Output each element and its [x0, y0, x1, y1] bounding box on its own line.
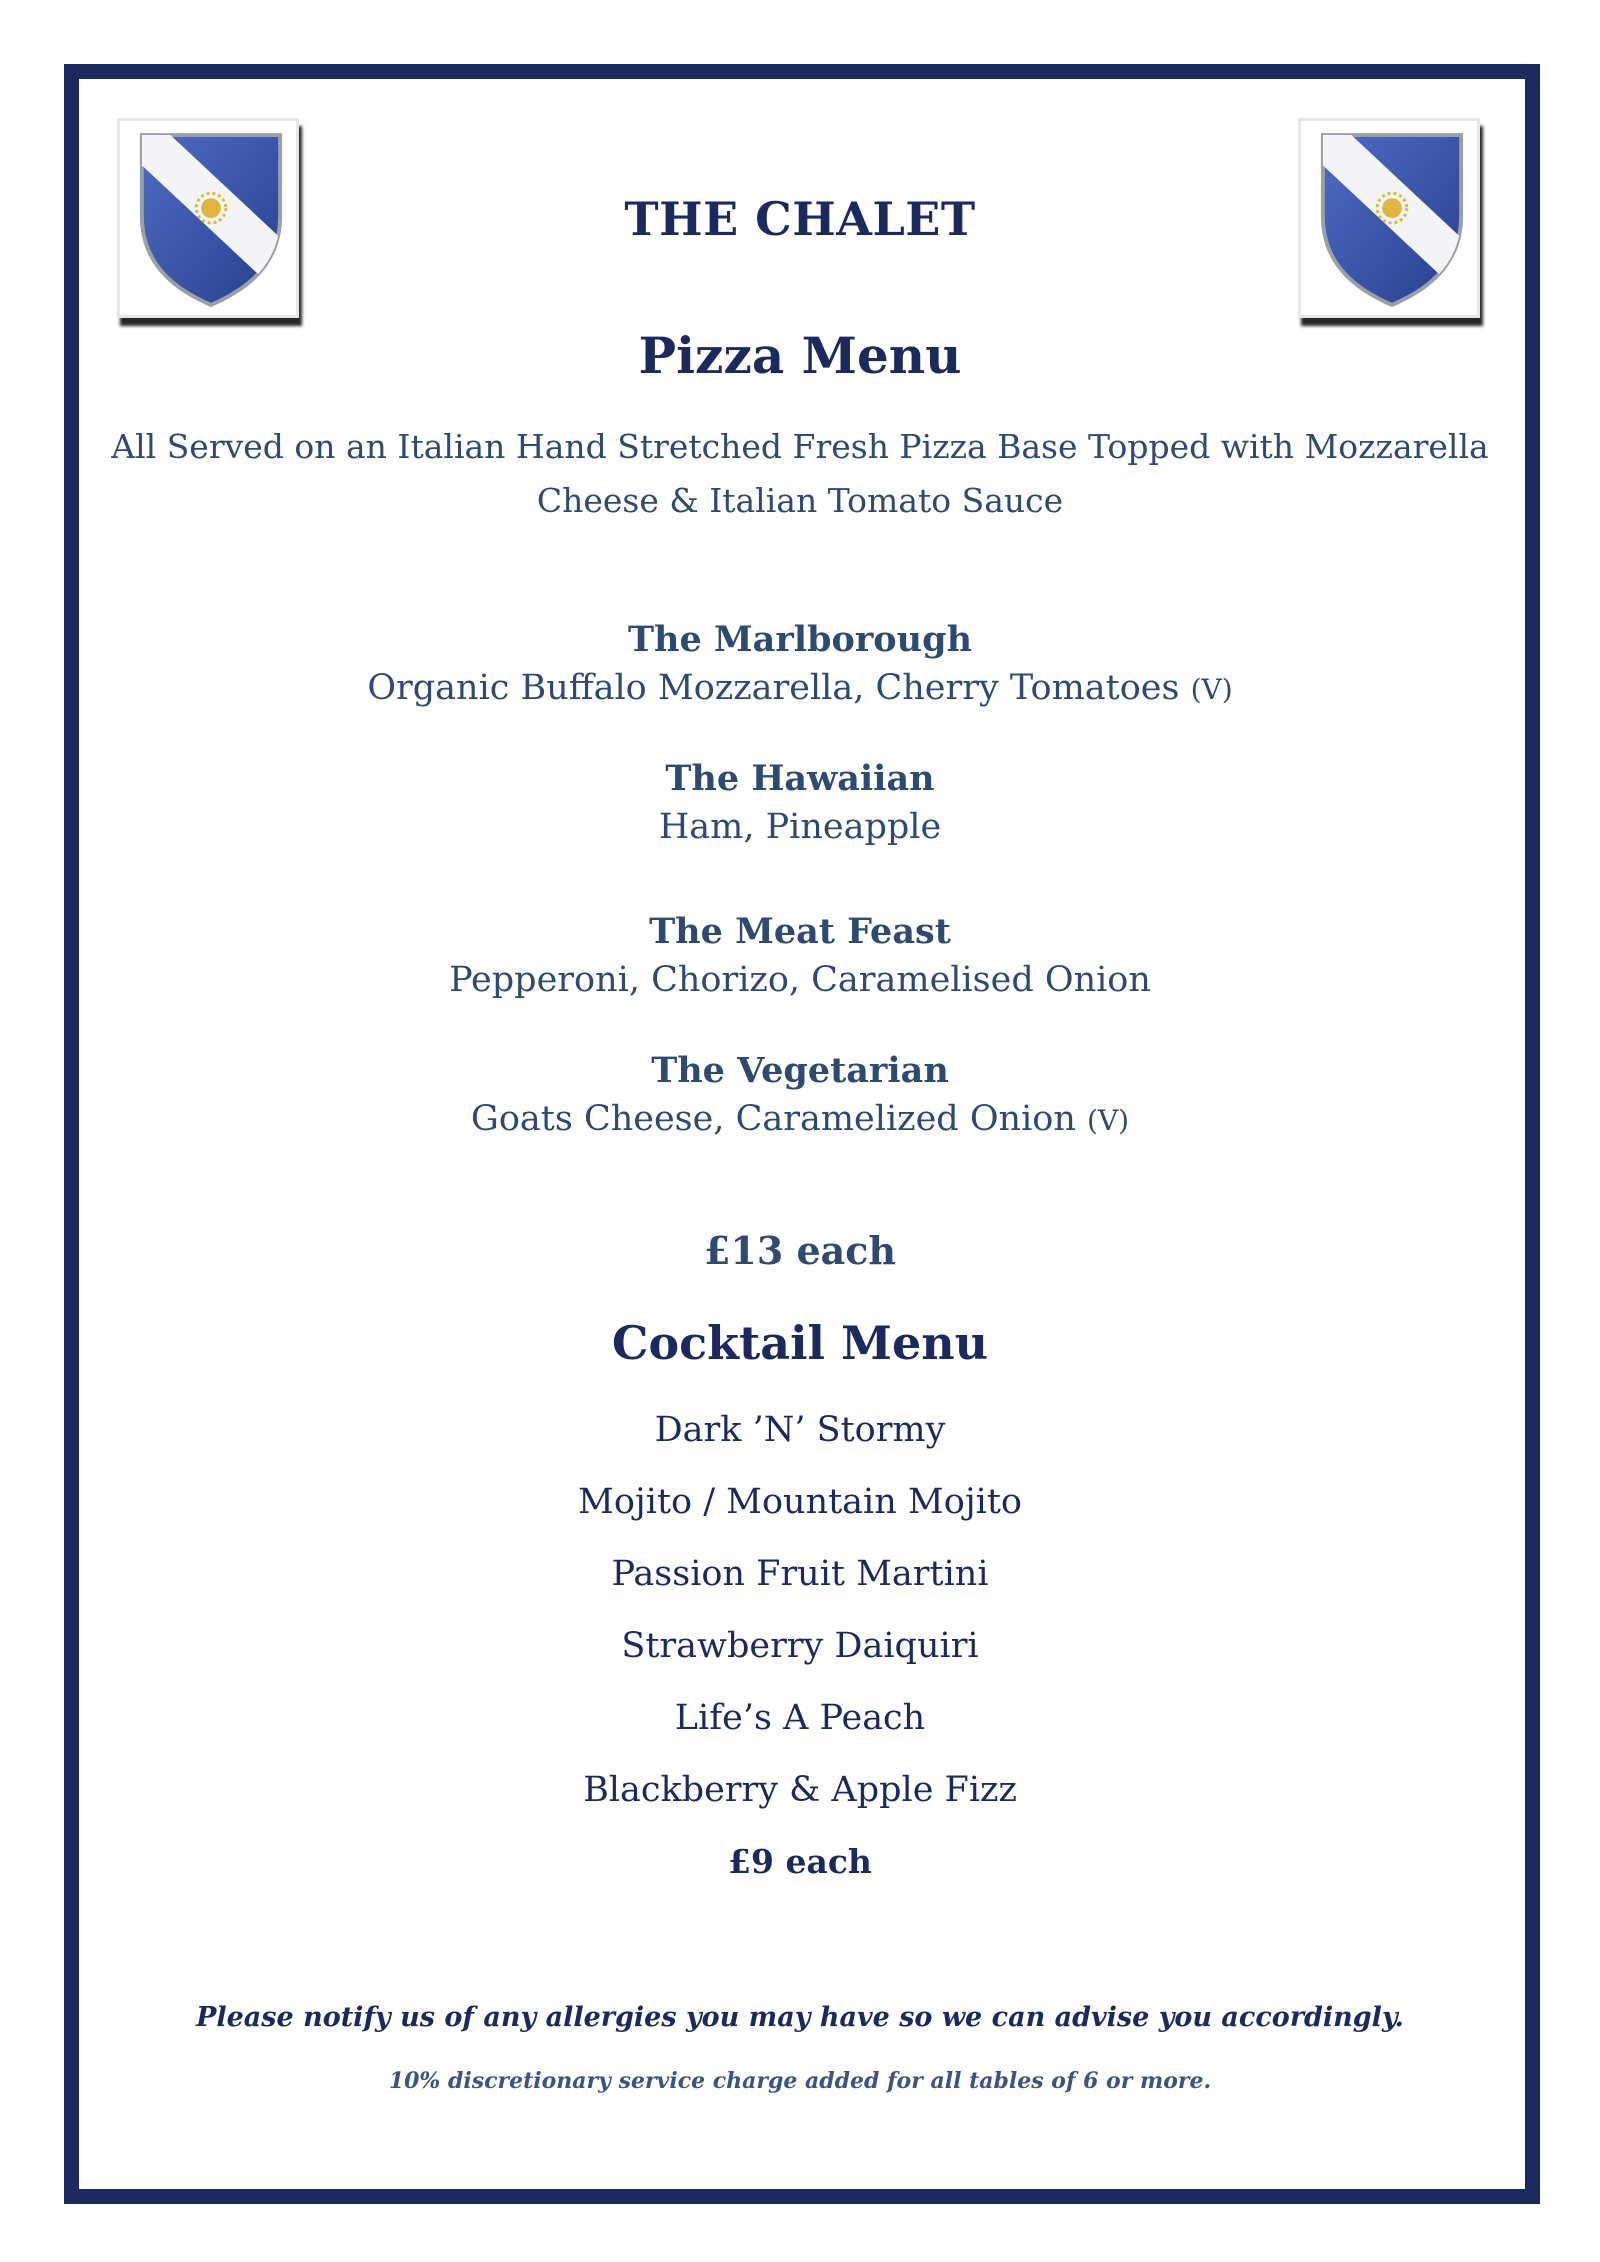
service-charge-note: 10% discretionary service charge added for all tables of 6 or more.	[388, 2068, 1212, 2094]
vegetarian-mark: (V)	[1190, 673, 1233, 706]
pizza-intro-line-2: Cheese & Italian Tomato Sauce	[536, 481, 1064, 520]
pizza-intro-line-1: All Served on an Italian Hand Stretched Fresh Pizza Base Topped with Mozzarella	[111, 427, 1489, 466]
cocktail-list	[0, 1404, 1600, 1836]
allergy-notice: Please notify us of any allergies you may have so we can advise you accordingly.	[196, 2002, 1404, 2033]
pizza-ingredients: Organic Buffalo Mozzarella, Cherry Tomatoes	[367, 668, 1180, 708]
cocktail-item: Blackberry & Apple Fizz	[583, 1770, 1017, 1810]
cocktail-item: Mojito / Mountain Mojito	[577, 1482, 1022, 1522]
pizza-price: £13 each	[703, 1228, 897, 1273]
pizza-description	[0, 1095, 1600, 1145]
pizza-menu-title: Pizza Menu	[638, 326, 962, 385]
pizza-description	[0, 803, 1600, 851]
pizza-item	[0, 616, 1600, 714]
cocktail-price: £9 each	[728, 1842, 872, 1881]
pizza-intro	[90, 420, 1510, 528]
pizza-ingredients: Pepperoni, Chorizo, Caramelised Onion	[449, 960, 1151, 1000]
pizza-description	[0, 664, 1600, 714]
cocktail-menu-title: Cocktail Menu	[611, 1316, 989, 1370]
venue-name: THE CHALET	[624, 192, 976, 246]
pizza-name: The Hawaiian	[665, 758, 935, 799]
pizza-name: The Meat Feast	[649, 911, 951, 952]
cocktail-item: Dark ’N’ Stormy	[654, 1410, 946, 1450]
cocktail-item: Strawberry Daiquiri	[621, 1626, 979, 1666]
pizza-ingredients: Ham, Pineapple	[658, 807, 942, 847]
pizza-name: The Vegetarian	[651, 1050, 949, 1091]
pizza-ingredients: Goats Cheese, Caramelized Onion	[470, 1099, 1076, 1139]
cocktail-item: Passion Fruit Martini	[611, 1554, 989, 1594]
pizza-description	[0, 956, 1600, 1004]
cocktail-item: Life’s A Peach	[674, 1698, 926, 1738]
vegetarian-mark: (V)	[1087, 1104, 1130, 1137]
pizza-item	[0, 1047, 1600, 1145]
pizza-item	[0, 908, 1600, 1004]
pizza-item	[0, 755, 1600, 851]
pizza-name: The Marlborough	[627, 619, 973, 660]
